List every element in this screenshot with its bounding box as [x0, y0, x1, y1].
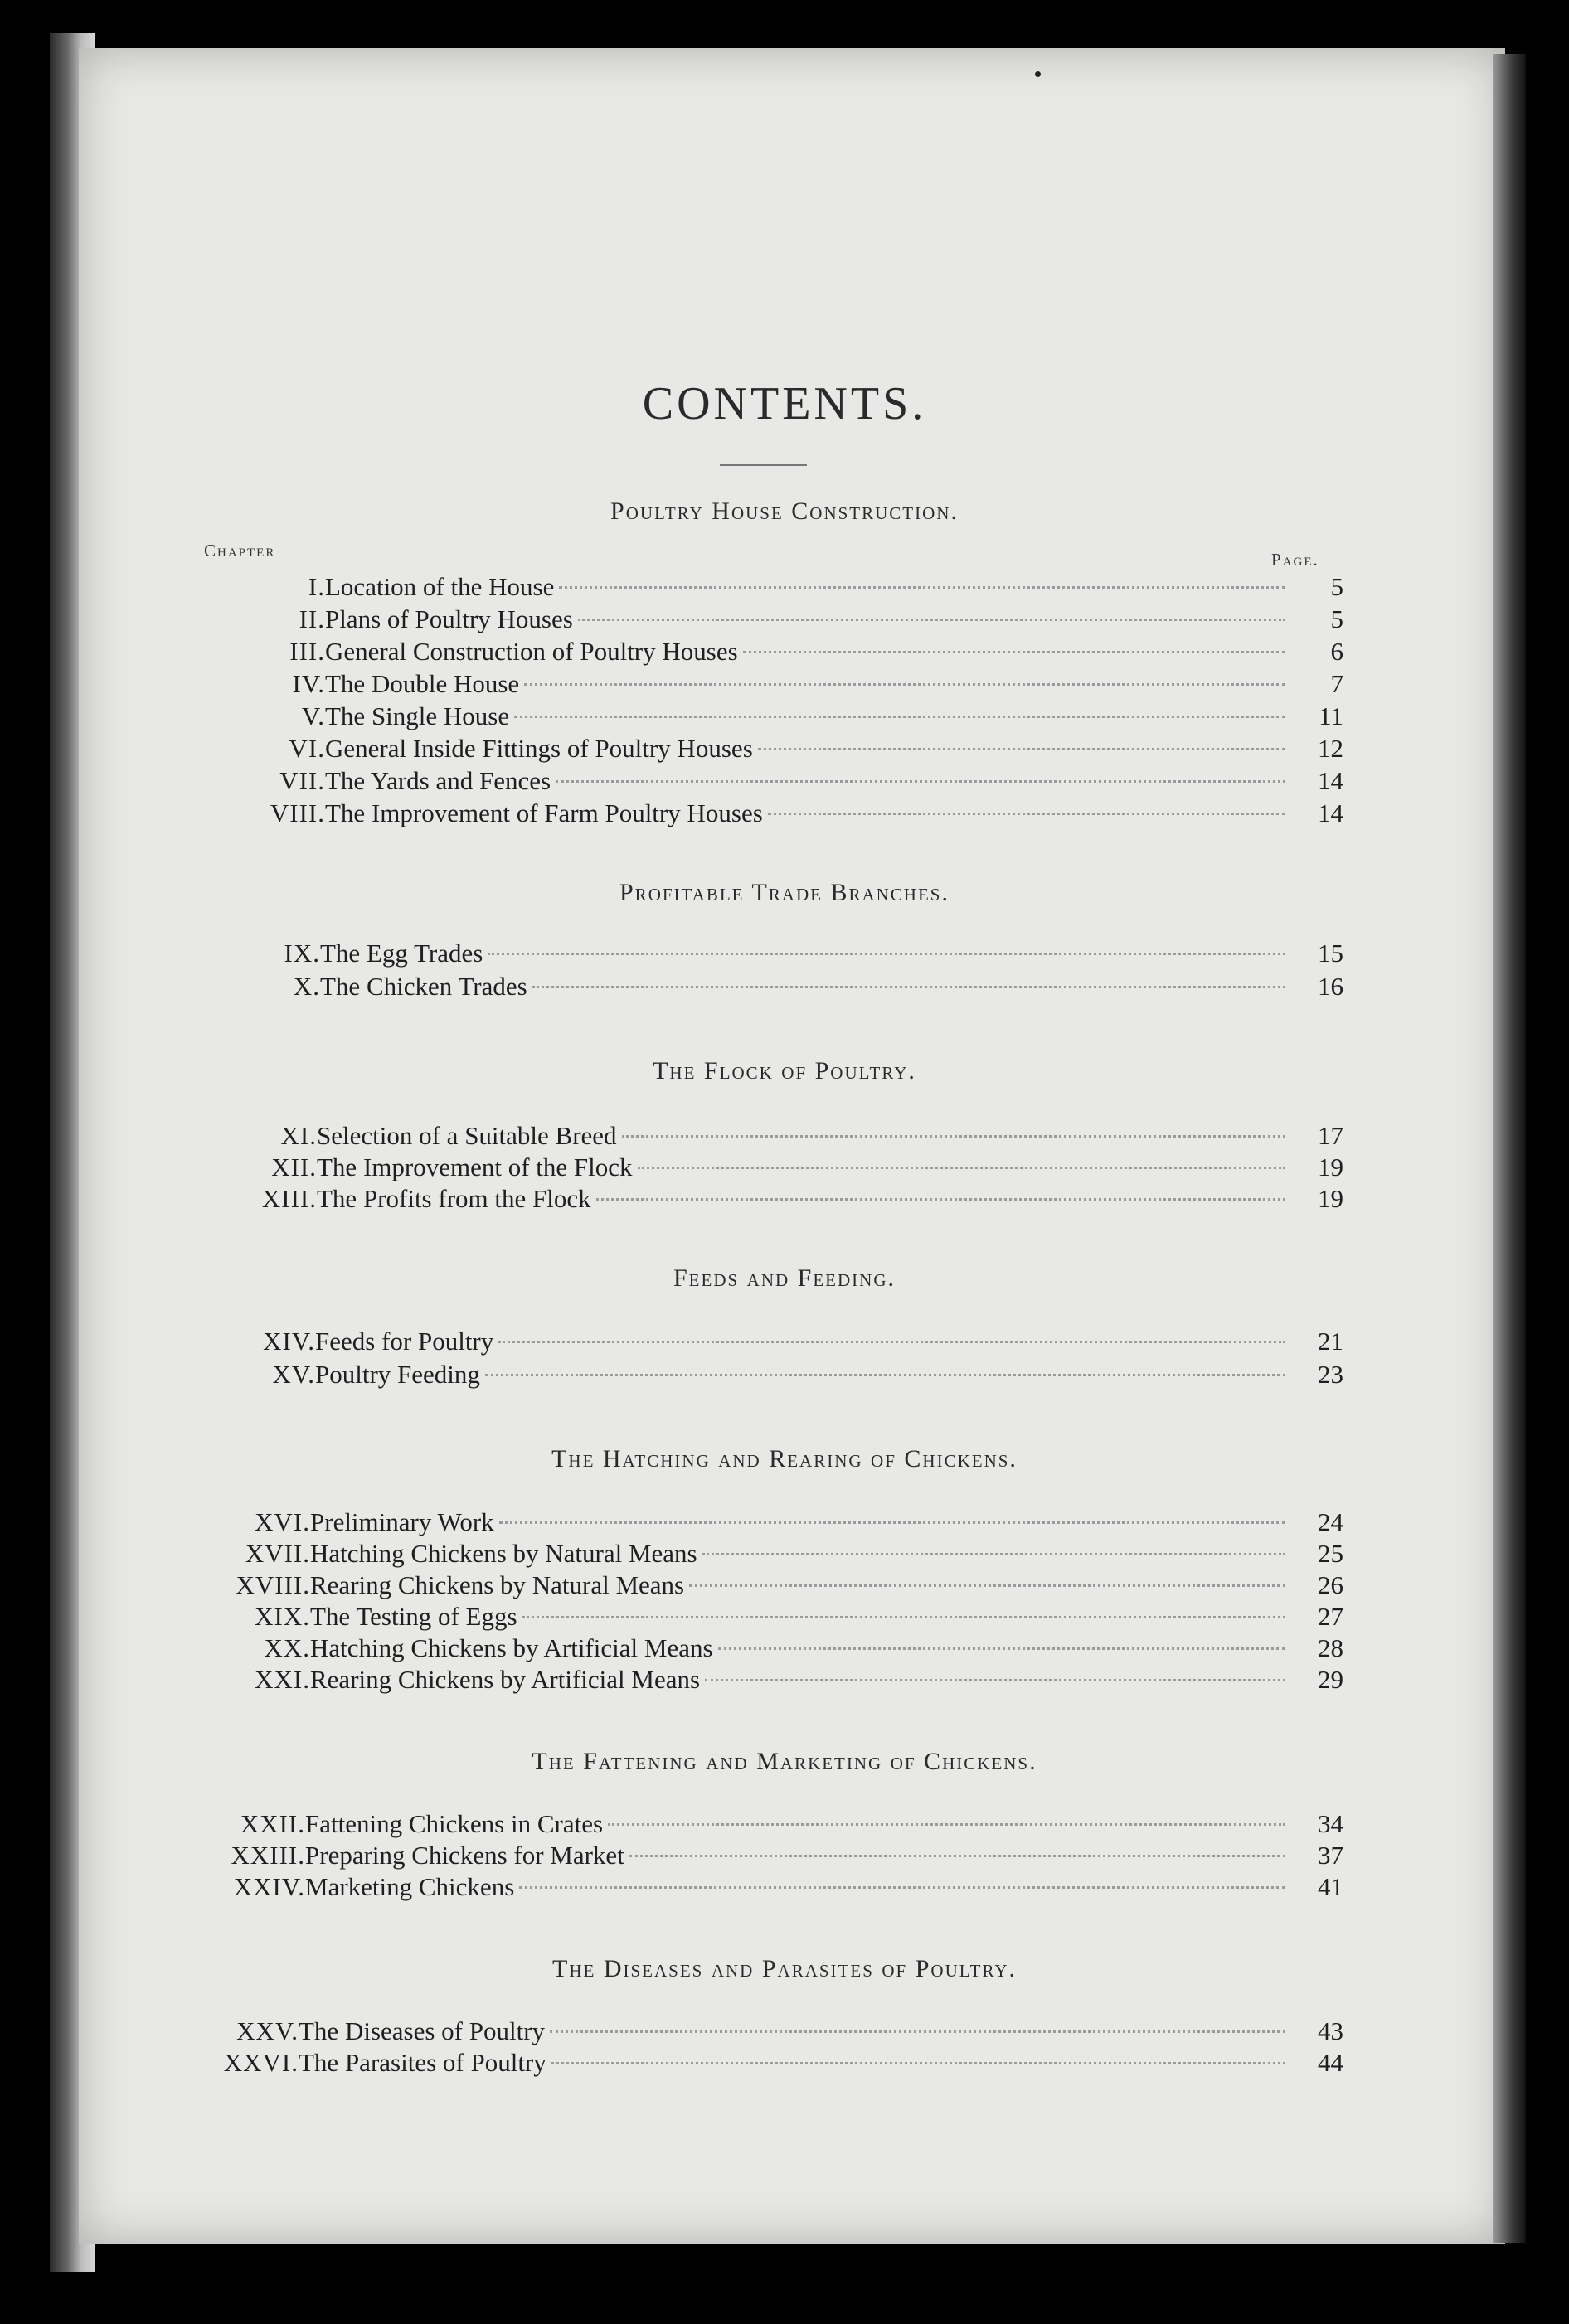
page-number: 26: [1318, 1570, 1343, 1599]
toc-entry: [236, 2016, 1343, 2050]
chapter-number: III.: [289, 637, 325, 666]
chapter-number: XIII.: [261, 1184, 317, 1213]
chapter-title: The Egg Trades: [320, 939, 483, 968]
toc-entry: [245, 1539, 1343, 1572]
chapter-number: I.: [308, 572, 325, 601]
chapter-number: XXIV.: [233, 1872, 305, 1901]
toc-entry: [255, 1665, 1343, 1698]
chapter-number: XXVI.: [223, 2048, 299, 2077]
page-number: 34: [1318, 1809, 1343, 1838]
dot-leader: [689, 1584, 1285, 1587]
page-number: 37: [1318, 1841, 1343, 1870]
chapter-title: Feeds for Poultry: [315, 1327, 494, 1356]
chapter-column-label: Chapter: [204, 541, 276, 560]
page-number: 27: [1318, 1602, 1343, 1631]
chapter-number: XXIII.: [231, 1841, 305, 1870]
toc-entry: [289, 734, 1343, 767]
dot-leader: [768, 813, 1285, 815]
toc-entry: [284, 939, 1343, 972]
chapter-title: Selection of a Suitable Breed: [317, 1121, 617, 1150]
section-heading: The Diseases and Parasites of Poultry.: [552, 1955, 1017, 1982]
chapter-title: The Single House: [325, 701, 510, 730]
page-number: 44: [1318, 2048, 1343, 2077]
chapter-number: IV.: [292, 669, 325, 698]
page-number: 29: [1318, 1665, 1343, 1694]
scan-speck: [1035, 71, 1041, 77]
chapter-title: Marketing Chickens: [305, 1872, 515, 1901]
toc-entry: [255, 1507, 1343, 1540]
dot-leader: [498, 1341, 1285, 1343]
toc-entry: [289, 637, 1343, 670]
chapter-title: Rearing Chickens by Artificial Means: [310, 1665, 701, 1694]
chapter-number: XII.: [271, 1152, 317, 1181]
chapter-title: The Profits from the Flock: [317, 1184, 591, 1213]
chapter-title: The Yards and Fences: [325, 766, 551, 795]
page-number: 15: [1318, 939, 1343, 968]
chapter-title: Fattening Chickens in Crates: [305, 1809, 604, 1838]
dot-leader: [522, 1616, 1285, 1618]
section-heading: Feeds and Feeding.: [673, 1264, 896, 1292]
title-rule: [720, 464, 807, 466]
chapter-title: The Improvement of the Flock: [317, 1152, 633, 1181]
page-number: 11: [1319, 701, 1343, 730]
dot-leader: [622, 1135, 1285, 1138]
chapter-title: General Inside Fittings of Poultry Houses: [325, 734, 753, 763]
dot-leader: [488, 953, 1285, 955]
section-heading: The Hatching and Rearing of Chickens.: [551, 1445, 1018, 1473]
chapter-number: XI.: [280, 1121, 317, 1150]
chapter-number: X.: [293, 972, 320, 1001]
section-heading: The Flock of Poultry.: [653, 1057, 916, 1084]
dot-leader: [514, 716, 1285, 718]
page-number: 5: [1330, 572, 1343, 601]
toc-entry: [233, 1872, 1343, 1905]
toc-entry: [279, 766, 1343, 799]
chapter-number: XIV.: [263, 1327, 315, 1356]
toc-entry: [261, 1184, 1343, 1217]
chapter-title: Preliminary Work: [310, 1507, 494, 1536]
toc-entry: [272, 1360, 1343, 1393]
chapter-title: The Testing of Eggs: [310, 1602, 517, 1631]
chapter-title: The Chicken Trades: [320, 972, 527, 1001]
chapter-number: V.: [301, 701, 325, 730]
page-title: CONTENTS.: [642, 378, 927, 429]
toc-entry: [236, 1570, 1343, 1604]
toc-entry: [308, 572, 1343, 605]
dot-leader: [550, 2030, 1285, 2033]
page-number: 12: [1318, 734, 1343, 763]
chapter-title: Poultry Feeding: [315, 1360, 480, 1389]
dot-leader: [629, 1855, 1285, 1857]
dot-leader: [485, 1374, 1285, 1376]
dot-leader: [718, 1647, 1285, 1650]
page-number: 43: [1318, 2016, 1343, 2045]
dot-leader: [556, 780, 1285, 783]
chapter-title: Location of the House: [325, 572, 555, 601]
page-number: 23: [1318, 1360, 1343, 1389]
page-number: 16: [1318, 972, 1343, 1001]
page-number: 19: [1318, 1184, 1343, 1213]
section-heading: The Fattening and Marketing of Chickens.: [532, 1748, 1037, 1775]
chapter-number: XXI.: [255, 1665, 310, 1694]
page-column-label: Page.: [1271, 550, 1319, 570]
page-number: 5: [1330, 604, 1343, 633]
chapter-title: Hatching Chickens by Artificial Means: [310, 1633, 713, 1662]
dot-leader: [551, 2062, 1285, 2064]
chapter-number: VI.: [289, 734, 325, 763]
page-number: 7: [1330, 669, 1343, 698]
chapter-number: VII.: [279, 766, 325, 795]
chapter-number: XV.: [272, 1360, 315, 1389]
page-number: 25: [1318, 1539, 1343, 1568]
toc-entry: [264, 1633, 1343, 1667]
chapter-number: XXV.: [236, 2016, 299, 2045]
chapter-number: XXII.: [240, 1809, 305, 1838]
page-number: 14: [1318, 766, 1343, 795]
page-number: 24: [1318, 1507, 1343, 1536]
chapter-number: VIII.: [270, 798, 325, 827]
chapter-title: Plans of Poultry Houses: [325, 604, 573, 633]
toc-entry: [292, 669, 1343, 702]
chapter-number: XX.: [264, 1633, 310, 1662]
chapter-title: Hatching Chickens by Natural Means: [310, 1539, 697, 1568]
toc-entry: [270, 798, 1343, 832]
chapter-number: XVI.: [255, 1507, 310, 1536]
chapter-title: Preparing Chickens for Market: [305, 1841, 624, 1870]
chapter-title: The Double House: [325, 669, 520, 698]
chapter-number: II.: [299, 604, 325, 633]
chapter-title: The Diseases of Poultry: [299, 2016, 546, 2045]
dot-leader: [608, 1823, 1285, 1826]
toc-entry: [271, 1152, 1343, 1186]
dot-leader: [519, 1886, 1285, 1889]
page-number: 17: [1318, 1121, 1343, 1150]
chapter-title: General Construction of Poultry Houses: [325, 637, 738, 666]
dot-leader: [524, 683, 1285, 686]
chapter-title: Rearing Chickens by Natural Means: [310, 1570, 685, 1599]
toc-entry: [293, 972, 1343, 1005]
dot-leader: [499, 1521, 1285, 1524]
dot-leader: [559, 586, 1285, 589]
dot-leader: [578, 619, 1285, 621]
chapter-number: IX.: [284, 939, 320, 968]
dot-leader: [702, 1553, 1285, 1555]
dot-leader: [638, 1167, 1285, 1169]
page-number: 41: [1318, 1872, 1343, 1901]
dot-leader: [596, 1198, 1285, 1201]
page-number: 28: [1318, 1633, 1343, 1662]
page-number: 6: [1330, 637, 1343, 666]
toc-entry: [280, 1121, 1343, 1154]
page-number: 21: [1318, 1327, 1343, 1356]
toc-entry: [255, 1602, 1343, 1635]
chapter-number: XVII.: [245, 1539, 310, 1568]
toc-entry: [263, 1327, 1343, 1360]
chapter-number: XIX.: [255, 1602, 310, 1631]
section-heading: Profitable Trade Branches.: [619, 879, 950, 906]
page-number: 14: [1318, 798, 1343, 827]
dot-leader: [743, 651, 1285, 653]
page-number: 19: [1318, 1152, 1343, 1181]
toc-entry: [301, 701, 1343, 735]
dot-leader: [705, 1679, 1285, 1681]
toc-entry: [231, 1841, 1343, 1874]
dot-leader: [532, 986, 1285, 988]
toc-entry: [223, 2048, 1343, 2081]
section-heading: Poultry House Construction.: [610, 497, 959, 525]
chapter-title: The Improvement of Farm Poultry Houses: [325, 798, 763, 827]
toc-entry: [299, 604, 1343, 638]
toc-entry: [240, 1809, 1343, 1842]
chapter-title: The Parasites of Poultry: [299, 2048, 546, 2077]
dot-leader: [758, 748, 1285, 750]
chapter-number: XVIII.: [236, 1570, 310, 1599]
